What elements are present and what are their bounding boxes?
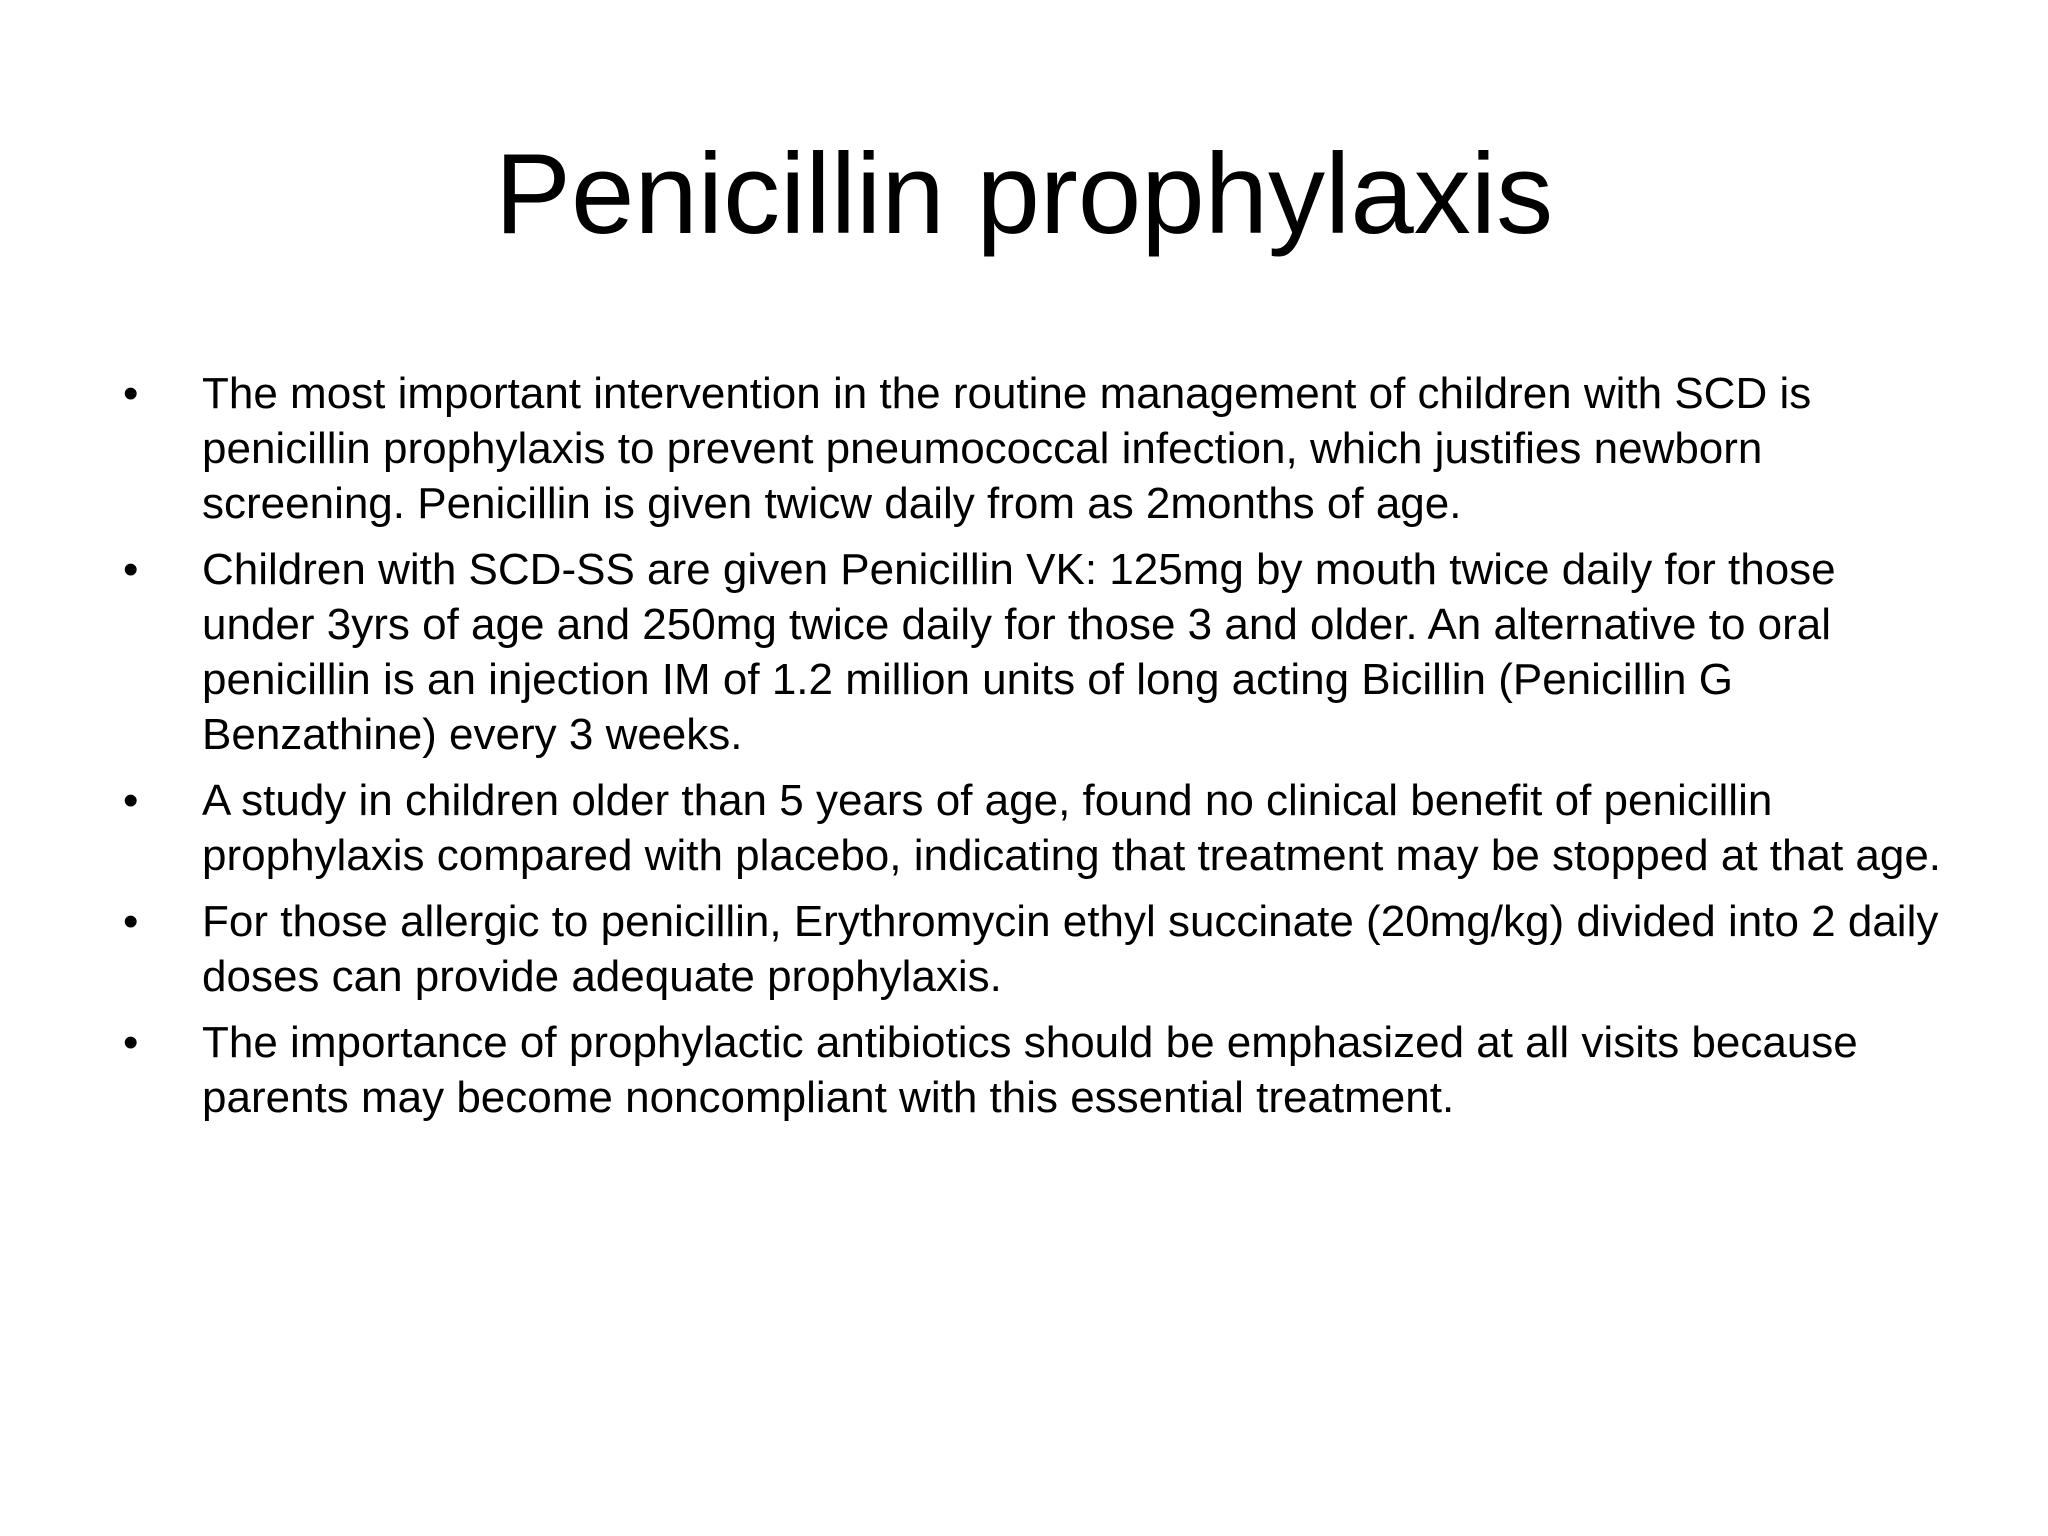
bullet-marker: • [123,897,139,946]
bullet-text: A study in children older than 5 years of age, found no clinical benefit of penicillin prophylaxis compared with placebo, indicating that treatment may be stopped at that age. [202,776,1942,880]
bullet-item [118,773,1948,883]
bullet-marker: • [123,545,139,594]
bullet-item [118,894,1948,1004]
bullet-item [118,1015,1948,1125]
slide-title: Penicillin prophylaxis [494,131,1554,258]
bullet-text: Children with SCD-SS are given Penicillin VK: 125mg by mouth twice daily for those under 3yrs of age and 250mg twice daily for those 3 and older. An alternative to oral penicillin is an injection IM of 1.2 million units of long acting Bicillin (Penicillin G Benzathine) every 3 weeks. [202,545,1836,759]
bullet-marker: • [123,369,139,418]
bullet-text: For those allergic to penicillin, Erythromycin ethyl succinate (20mg/kg) divided into 2 daily doses can provide adequate prophylaxis. [202,897,1939,1001]
bullet-marker: • [123,776,139,825]
bullet-text: The importance of prophylactic antibiotics should be emphasized at all visits because parents may become noncompliant with this essential treatment. [202,1018,1858,1122]
bullet-text: The most important intervention in the routine management of children with SCD is penicillin prophylaxis to prevent pneumococcal infection, which justifies newborn screening. Penicillin is given twicw daily from as 2months of age. [202,369,1812,528]
bullet-item [118,542,1948,762]
bullet-marker: • [123,1018,139,1067]
bullet-item [118,366,1948,531]
bullet-list [118,366,1948,1136]
